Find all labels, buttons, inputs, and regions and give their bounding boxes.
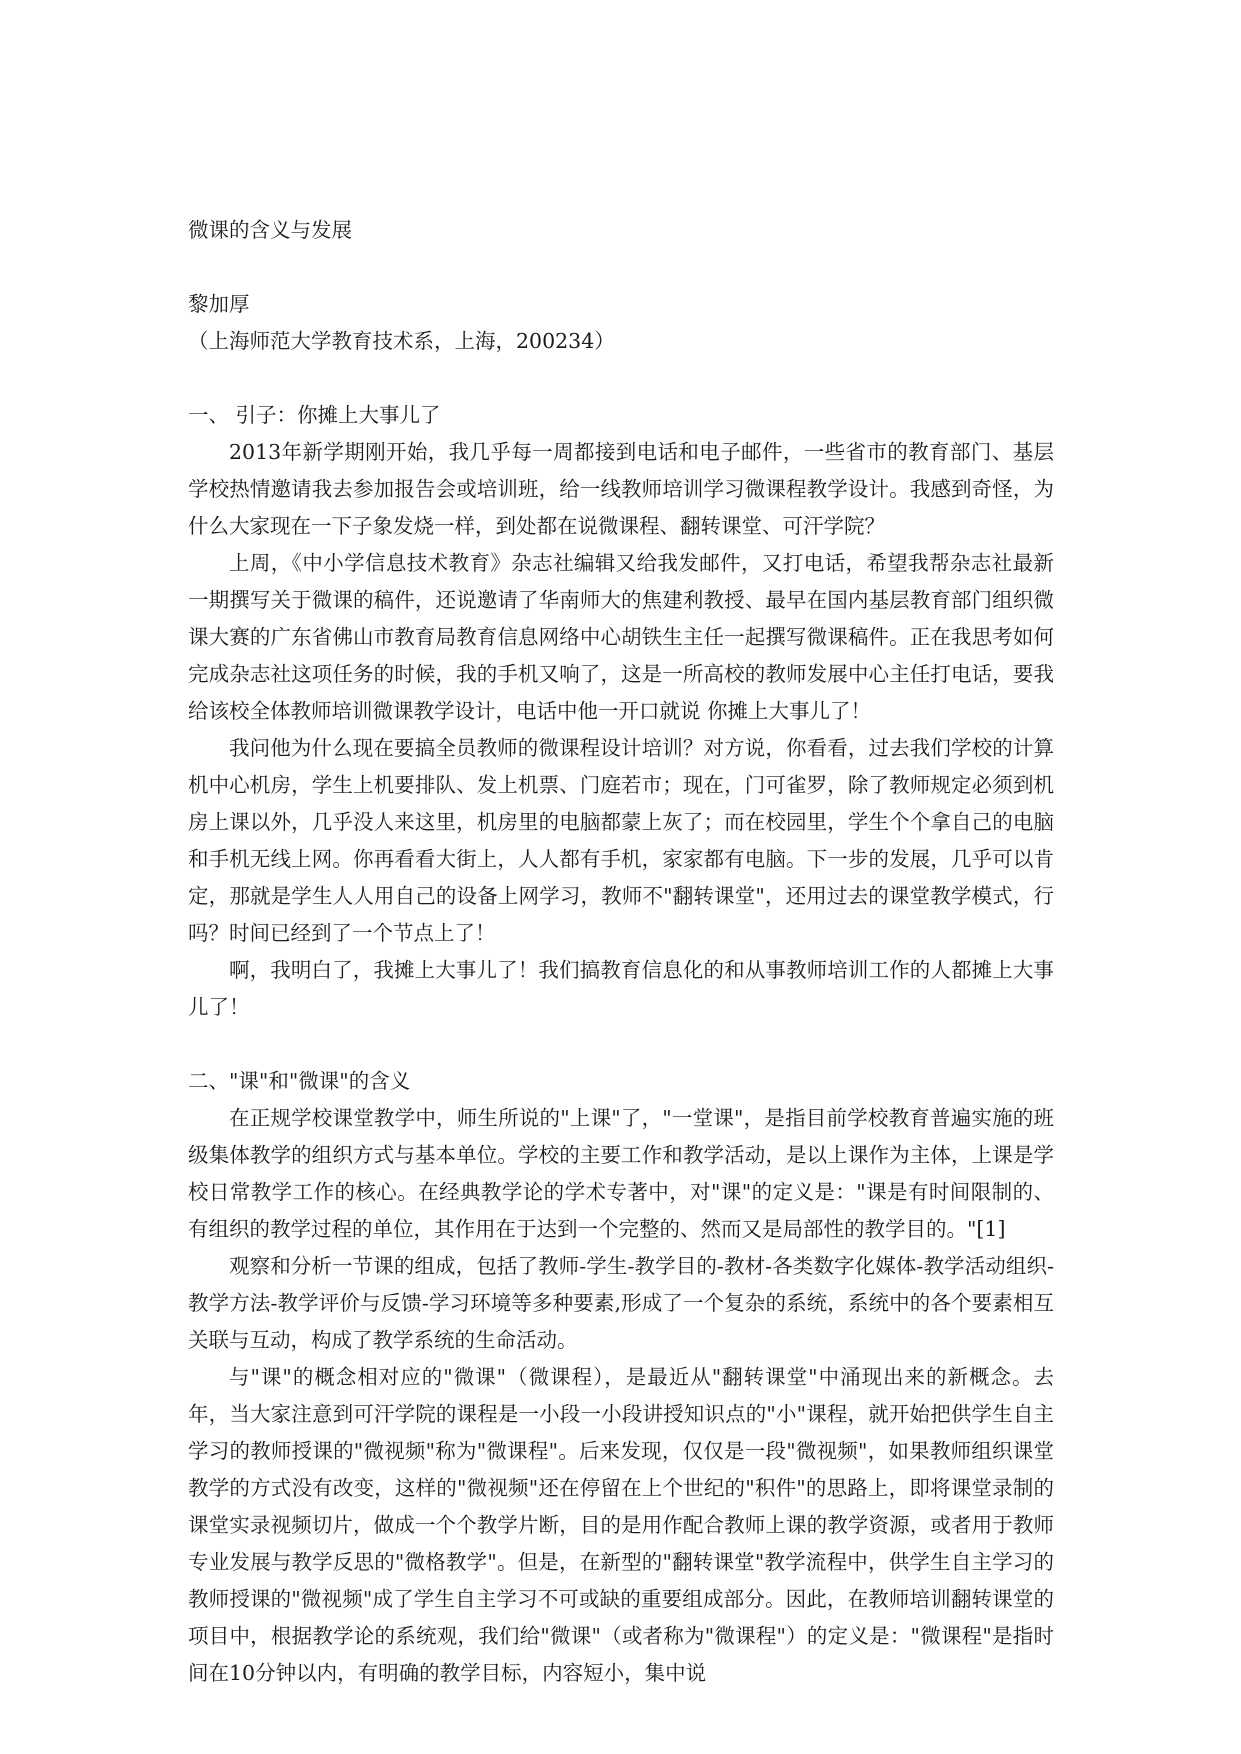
document-title: 微课的含义与发展 [188,218,352,242]
section-1-paragraph: 啊，我明白了，我摊上大事儿了！我们搞教育信息化的和从事教师培训工作的人都摊上大事儿了！ [188,958,1054,1019]
section-2-paragraph: 在正规学校课堂教学中，师生所说的"上课"了，"一堂课"，是指目前学校教育普遍实施的班级集体教学的组织方式与基本单位。学校的主要工作和教学活动，是以上课作为主体，上课是学校日常教学工作的核心。在经典教学论的学术专著中，对"课"的定义是："课是有时间限制的、有组织的教学过程的单位，其作用在于达到一个完整的、然而又是局部性的教学目的。"[1] [188,1106,1054,1241]
spacer [188,360,1054,397]
author-name: 黎加厚 [188,292,250,316]
section-1-paragraph: 我问他为什么现在要搞全员教师的微课程设计培训？对方说，你看看，过去我们学校的计算机中心机房，学生上机要排队、发上机票、门庭若市；现在，门可雀罗，除了教师规定必须到机房上课以外，几乎没人来这里，机房里的电脑都蒙上灰了；而在校园里，学生个个拿自己的电脑和手机无线上网。你再看看大街上，人人都有手机，家家都有电脑。下一步的发展，几乎可以肯定，那就是学生人人用自己的设备上网学习，教师不"翻转课堂"，还用过去的课堂教学模式，行吗？时间已经到了一个节点上了！ [188,736,1054,945]
author-affiliation: （上海师范大学教育技术系，上海，200234） [188,329,615,353]
section-1-paragraph: 上周，《中小学信息技术教育》杂志社编辑又给我发邮件，又打电话，希望我帮杂志社最新一期撰写关于微课的稿件，还说邀请了华南师大的焦建利教授、最早在国内基层教育部门组织微课大赛的广东省佛山市教育局教育信息网络中心胡铁生主任一起撰写微课稿件。正在我思考如何完成杂志社这项任务的时候，我的手机又响了，这是一所高校的教师发展中心主任打电话，要我给该校全体教师培训微课教学设计，电话中他一开口就说 你摊上大事儿了！ [188,551,1054,723]
section-1-paragraph: 2013年新学期刚开始，我几乎每一周都接到电话和电子邮件，一些省市的教育部门、基层学校热情邀请我去参加报告会或培训班，给一线教师培训学习微课程教学设计。我感到奇怪，为什么大家现在一下子象发烧一样，到处都在说微课程、翻转课堂、可汗学院？ [188,440,1054,538]
section-2-paragraph: 与"课"的概念相对应的"微课"（微课程），是最近从"翻转课堂"中涌现出来的新概念。去年，当大家注意到可汗学院的课程是一小段一小段讲授知识点的"小"课程，就开始把供学生自主学习的教师授课的"微视频"称为"微课程"。后来发现，仅仅是一段"微视频"，如果教师组织课堂教学的方式没有改变，这样的"微视频"还在停留在上个世纪的"积件"的思路上，即将课堂录制的课堂实录视频切片，做成一个个教学片断，目的是用作配合教师上课的教学资源，或者用于教师专业发展与教学反思的"微格教学"。但是，在新型的"翻转课堂"教学流程中，供学生自主学习的教师授课的"微视频"成了学生自主学习不可或缺的重要组成部分。因此，在教师培训翻转课堂的项目中，根据教学论的系统观，我们给"微课"（或者称为"微课程"）的定义是："微课程"是指时间在10分钟以内，有明确的教学目标，内容短小，集中说 [188,1365,1054,1685]
section-2-heading: 二、"课"和"微课"的含义 [188,1069,411,1093]
section-1-heading: 一、 引子：你摊上大事儿了 [188,403,441,427]
spacer [188,1026,1054,1063]
section-2-paragraph: 观察和分析一节课的组成，包括了教师-学生-教学目的-教材-各类数字化媒体-教学活动组织-教学方法-教学评价与反馈-学习环境等多种要素,形成了一个复杂的系统，系统中的各个要素相互关联与互动，构成了教学系统的生命活动。 [188,1254,1054,1352]
document-page [188,212,1054,1692]
spacer [188,249,1054,286]
